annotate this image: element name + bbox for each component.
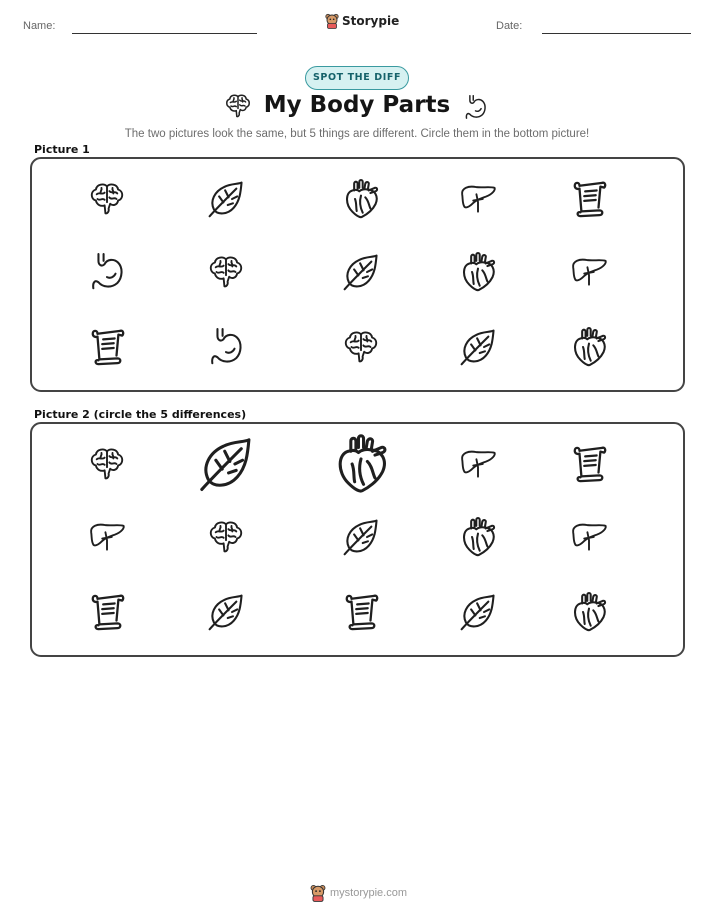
name-line[interactable] bbox=[72, 33, 257, 34]
picture-2-frame[interactable] bbox=[30, 422, 685, 657]
picture-2-heart-icon[interactable] bbox=[459, 517, 497, 558]
picture-1-scroll-icon bbox=[570, 178, 608, 220]
picture-2-heart-icon[interactable] bbox=[570, 592, 608, 633]
picture-1-liver-icon bbox=[459, 183, 497, 215]
instructions: The two pictures look the same, but 5 things are different. Circle them in the bottom picture! bbox=[124, 128, 590, 140]
bear-mascot-icon bbox=[310, 884, 326, 902]
picture-1-brain-icon bbox=[342, 330, 380, 365]
picture-1-stomach-icon bbox=[207, 327, 245, 368]
picture-2-brain-icon[interactable] bbox=[88, 447, 126, 482]
picture-2-scroll-icon[interactable] bbox=[342, 591, 380, 633]
picture-2-brain-icon[interactable] bbox=[207, 520, 245, 555]
title-brain-icon bbox=[224, 93, 252, 124]
name-label: Name: bbox=[23, 20, 56, 32]
picture-1-frame bbox=[30, 157, 685, 392]
brand-logo bbox=[325, 13, 399, 29]
picture-1-heart-icon bbox=[570, 327, 608, 368]
picture-1-leaf-icon bbox=[459, 328, 497, 366]
picture-1-stomach-icon bbox=[88, 252, 126, 293]
footer bbox=[310, 884, 407, 902]
picture-2-leaf-icon[interactable] bbox=[198, 436, 254, 492]
picture-2-liver-icon[interactable] bbox=[88, 521, 126, 553]
picture-1-leaf-icon bbox=[342, 253, 380, 291]
picture-2-scroll-icon[interactable] bbox=[88, 591, 126, 633]
bear-mascot-icon bbox=[325, 13, 339, 29]
picture-2-scroll-icon[interactable] bbox=[570, 443, 608, 485]
picture-2-leaf-icon[interactable] bbox=[459, 593, 497, 631]
picture-2-leaf-icon[interactable] bbox=[342, 518, 380, 556]
picture-2-heart-icon[interactable] bbox=[333, 434, 389, 495]
date-label: Date: bbox=[496, 20, 523, 32]
picture-1-liver-icon bbox=[570, 256, 608, 288]
picture-2-liver-icon[interactable] bbox=[570, 521, 608, 553]
picture-1-heart-icon bbox=[459, 252, 497, 293]
picture-1-leaf-icon bbox=[207, 180, 245, 218]
footer-url: mystorypie.com bbox=[330, 887, 408, 899]
spot-the-diff-badge: SPOT THE DIFF bbox=[305, 66, 409, 90]
title-stomach-icon bbox=[463, 94, 488, 126]
date-line[interactable] bbox=[542, 33, 691, 34]
picture-1-label: Picture 1 bbox=[34, 143, 90, 156]
picture-1-heart-icon bbox=[342, 179, 380, 220]
picture-1-brain-icon bbox=[88, 182, 126, 217]
picture-2-leaf-icon[interactable] bbox=[207, 593, 245, 631]
picture-1-scroll-icon bbox=[88, 326, 126, 368]
page-title: My Body Parts bbox=[263, 92, 451, 118]
brand-name: Storypie bbox=[342, 14, 400, 28]
picture-2-liver-icon[interactable] bbox=[459, 448, 497, 480]
picture-1-brain-icon bbox=[207, 255, 245, 290]
picture-2-label: Picture 2 (circle the 5 differences) bbox=[34, 408, 247, 421]
